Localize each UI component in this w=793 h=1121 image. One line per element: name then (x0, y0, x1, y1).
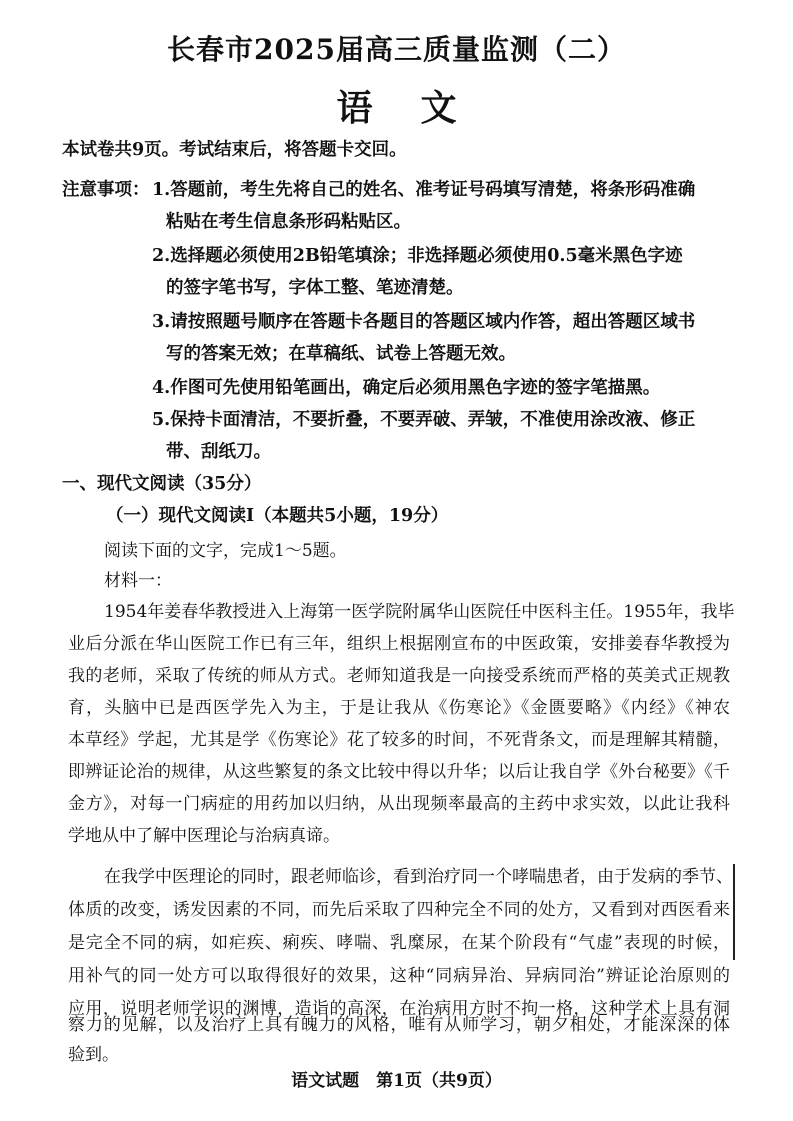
paragraph-1-line-3: 我的老师，采取了传统的师从方式。老师知道我是一向接受系统而严格的英美式正规教 (68, 666, 730, 686)
notice-item-4-line-1: 4.作图可先使用铅笔画出，确定后必须用黑色字迹的签字笔描黑。 (152, 378, 661, 398)
paragraph-2-line-5: 应用，说明老师学识的渊博，造诣的高深，在治病用方时不拘一格，这种学术上具有洞 (68, 999, 730, 1019)
margin-scan-line (733, 864, 735, 960)
intro-text: 本试卷共9页。考试结束后，将答题卡交回。 (62, 140, 407, 160)
notice-item-5-line-1: 5.保持卡面清洁，不要折叠，不要弄破、弄皱，不准使用涂改液、修正 (152, 410, 696, 430)
paragraph-1-line-7: 金方》，对每一门病症的用药加以归纳，从出现频率最高的主药中求实效，以此让我科 (68, 794, 730, 814)
notice-item-2-line-2: 的签字笔书写，字体工整、笔迹清楚。 (166, 278, 464, 298)
section-heading: 一、现代文阅读（35分） (62, 474, 262, 494)
paragraph-2-line-1: 在我学中医理论的同时，跟老师临诊，看到治疗同一个哮喘患者，由于发病的季节、 (104, 867, 733, 887)
exam-title: 长春市2025届高三质量监测（二） (167, 33, 626, 66)
paragraph-2-line-7: 验到。 (68, 1045, 119, 1065)
paragraph-2-line-2: 体质的改变，诱发因素的不同，而先后采取了四种完全不同的处方，又看到对西医看来 (68, 900, 730, 920)
sub-section-heading: （一）现代文阅读Ⅰ（本题共5小题，19分） (106, 506, 449, 526)
paragraph-1-line-4: 育，头脑中已是西医学先入为主，于是让我从《伤寒论》《金匮要略》《内经》《神农 (68, 698, 730, 718)
material-label: 材料一： (104, 571, 172, 591)
subject-title: 语文 (336, 87, 505, 129)
notice-item-3-line-2: 写的答案无效；在草稿纸、试卷上答题无效。 (166, 344, 516, 364)
notice-item-2-line-1: 2.选择题必须使用2B铅笔填涂；非选择题必须使用0.5毫米黑色字迹 (152, 246, 683, 266)
notice-item-1-line-2: 粘贴在考生信息条形码粘贴区。 (166, 212, 411, 232)
notice-item-3-line-1: 3.请按照题号顺序在答题卡各题目的答题区域内作答，超出答题区域书 (152, 312, 696, 332)
paragraph-1-line-1: 1954年姜春华教授进入上海第一医学院附属华山医院任中医科主任。1955年，我毕 (104, 602, 735, 622)
paragraph-1-line-5: 本草经》学起，尤其是学《伤寒论》花了较多的时间，不死背条文，而是理解其精髓， (68, 730, 730, 750)
notice-item-1-line-1: 1.答题前，考生先将自己的姓名、准考证号码填写清楚，将条形码准确 (152, 180, 696, 200)
paragraph-1-line-6: 即辨证论治的规律，从这些繁复的条文比较中得以升华；以后让我自学《外台秘要》《千 (68, 762, 730, 782)
paragraph-1-line-8: 学地从中了解中医理论与治病真谛。 (68, 826, 340, 846)
paragraph-2-line-4: 用补气的同一处方可以取得很好的效果，这种“同病异治、异病同治”辨证论治原则的 (68, 966, 730, 986)
notice-label: 注意事项： (62, 180, 150, 200)
paragraph-2-line-3: 是完全不同的病，如疟疾、痢疾、哮喘、乳糜尿，在某个阶段有“气虚”表现的时候， (68, 933, 730, 953)
notice-item-5-line-2: 带、刮纸刀。 (166, 442, 271, 462)
paragraph-1-line-2: 业后分派在华山医院工作已有三年，组织上根据刚宣布的中医政策，安排姜春华教授为 (68, 634, 730, 654)
paragraph-2-line-6: 察力的见解，以及治疗上具有魄力的风格，唯有从师学习，朝夕相处，才能深深的体 (68, 1015, 730, 1035)
page-footer: 语文试题 第1页（共9页） (291, 1071, 502, 1091)
reading-instruction: 阅读下面的文字，完成1～5题。 (104, 541, 347, 561)
